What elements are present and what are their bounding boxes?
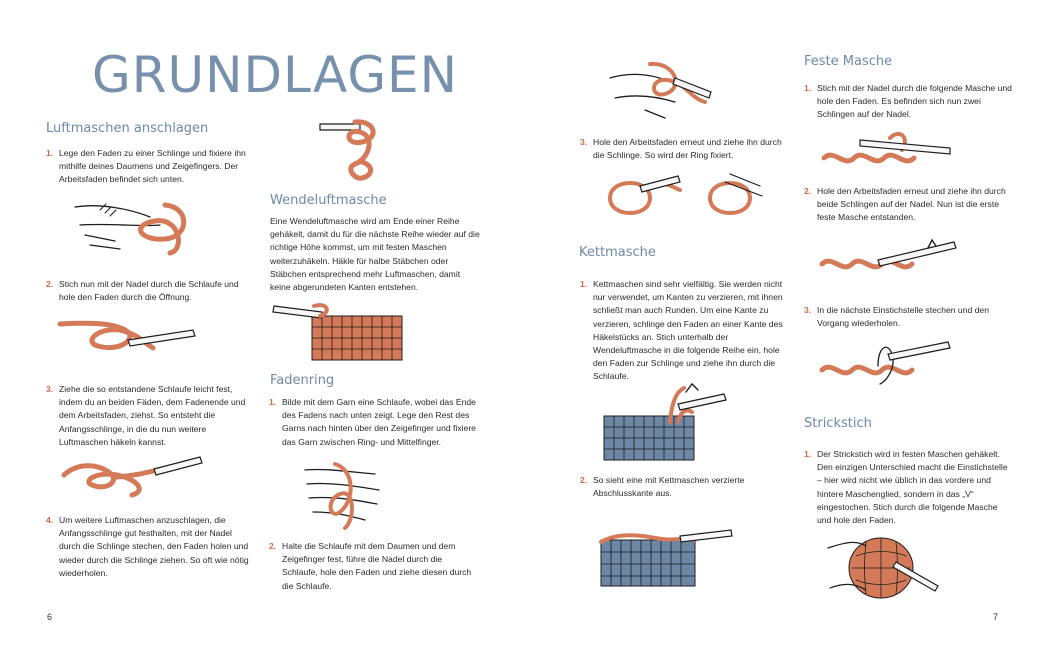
fadenring-illustration-2 — [605, 58, 715, 123]
strickstich-step-1: 1. Der Strickstich wird in festen Maschen gehäkelt. Den einzigen Unterschied macht die Einstichstelle – hier wird nicht wie üblich in das vordere und hintere Maschenglied, sondern in das „V“ eingestochen. Stich durch die folgende Masche und hole den Faden. — [804, 449, 1008, 526]
fadenring-step-1: 1. Bilde mit dem Garn eine Schlaufe, wobei das Ende des Fadens nach unten zeigt. Lege den Rest des Garns nach hinten über den Zeigefinger und fixiere das Garn zwischen Ring- und Mittelfinger. — [269, 397, 476, 447]
page-title: GRUNDLAGEN — [92, 46, 459, 104]
feste-masche-step-2: 2. Hole den Arbeitsfaden erneut und ziehe ihn durch beide Schlingen auf der Nadel. Nun ist die erste feste Masche entstanden. — [804, 186, 1006, 223]
kettmasche-illustration-1 — [600, 382, 730, 462]
feste-masche-step-1: 1. Stich mit der Nadel durch die folgende Masche und hole den Faden. Es befinden sich nun zwei Schlingen auf der Nadel. — [804, 83, 1012, 120]
strickstich-illustration — [826, 532, 941, 602]
heading-fadenring: Fadenring — [270, 373, 335, 388]
luftmaschen-illustration-2 — [58, 312, 198, 357]
fadenring-step-2: 2. Halte die Schlaufe mit dem Daumen und dem Zeigefinger fest, führe die Nadel durch die Schlaufe, hole den Faden und ziehe diesen durch die Schlaufe. — [269, 541, 472, 591]
fadenring-illustration-1 — [295, 460, 385, 530]
feste-masche-illustration-3 — [818, 336, 953, 391]
luftmaschen-illustration-3 — [62, 455, 202, 500]
luftmaschen-illustration-1 — [70, 195, 200, 255]
fadenring-step-3: 3. Hole den Arbeitsfaden erneut und ziehe ihn durch die Schlinge. So wird der Ring fixiert. — [580, 137, 782, 161]
kettmasche-step-2: 2. So sieht eine mit Kettmaschen verzierte Abschlusskante aus. — [580, 475, 745, 499]
luftmaschen-step-1: 1. Lege den Faden zu einer Schlinge und fixiere ihn mithilfe deines Daumens und Zeigefingers. Der Arbeitsfaden befindet sich unten. — [46, 148, 246, 185]
fadenring-illustration-3 — [590, 168, 780, 223]
feste-masche-illustration-2 — [818, 234, 958, 279]
wendeluftmasche-top-illustration — [300, 118, 390, 193]
feste-masche-illustration-1 — [820, 128, 955, 173]
page-number-right: 7 — [993, 612, 999, 622]
heading-luftmaschen: Luftmaschen anschlagen — [46, 121, 209, 136]
kettmasche-illustration-2 — [595, 520, 735, 590]
luftmaschen-step-2: 2. Stich nun mit der Nadel durch die Schlaufe und hole den Faden durch die Öffnung. — [46, 279, 239, 303]
kettmasche-step-1: 1. Kettmaschen sind sehr vielfältig. Sie werden nicht nur verwendet, um Kanten zu verzieren, mit ihnen schließt man auch Runden. Um eine Kante zu verzieren, schlinge den Faden an einer Kante des Häkelstücks an. Stich unterhalb der Wendeluftmasche in die folgende Reihe ein, hole den Faden zur Schlinge und ziehe ihn durch die Schlaufe. — [580, 279, 783, 382]
wendeluftmasche-text: Eine Wendeluftmasche wird am Ende einer Reihe gehäkelt, damit du für die nächste Reihe wieder auf die richtige Höhe kommst, um mit festen Maschen weiterzuhäkeln. Häkle für halbe Stäbchen oder Stäbchen entsprechend mehr Luftmaschen, damit keine abgerundeten Kanten entstehen. — [270, 216, 480, 293]
heading-kettmasche: Kettmasche — [579, 245, 656, 260]
feste-masche-step-3: 3. In die nächste Einstichstelle stechen und den Vorgang wiederholen. — [804, 305, 989, 329]
heading-strickstich: Strickstich — [804, 416, 872, 431]
luftmaschen-step-3: 3. Ziehe die so entstandene Schlaufe leicht fest, indem du an beiden Fäden, dem Fadenende und dem Arbeitsfaden, ziehst. So entsteht die Anfangsschlinge, in die du nun weitere Luftmaschen häkeln kannst. — [46, 384, 246, 447]
heading-feste-masche: Feste Masche — [804, 54, 893, 69]
page-number-left: 6 — [47, 612, 53, 622]
heading-wendeluftmasche: Wendeluftmasche — [270, 193, 387, 208]
luftmaschen-step-4: 4. Um weitere Luftmaschen anzuschlagen, die Anfangsschlinge gut festhalten, mit der Nadel durch die Schlinge stechen, den Faden holen und wieder durch die Schlinge ziehen. So oft wie nötig wiederholen. — [46, 515, 249, 578]
wendeluftmasche-swatch-illustration — [272, 302, 407, 362]
